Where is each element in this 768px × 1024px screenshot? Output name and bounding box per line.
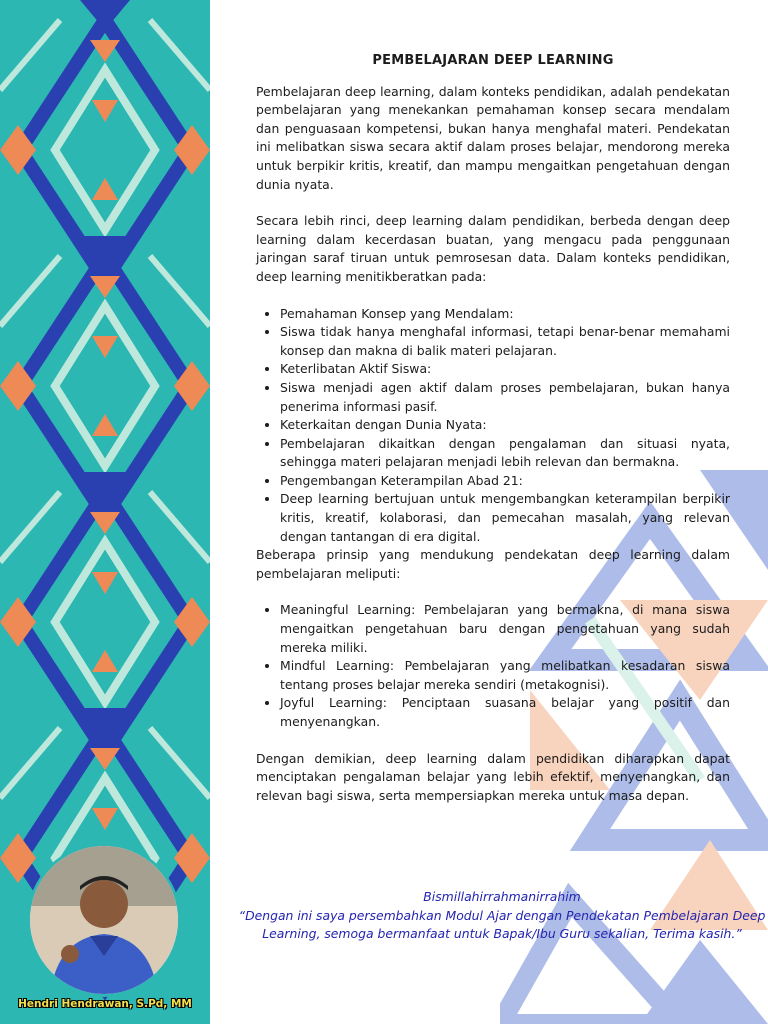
main-content xyxy=(256,52,730,823)
list-item: • Keterlibatan Aktif Siswa: xyxy=(280,360,730,379)
list-item: • Pemahaman Konsep yang Mendalam: xyxy=(280,305,730,324)
principles-intro: Beberapa prinsip yang mendukung pendekatan deep learning dalam pembelajaran meliputi: xyxy=(256,547,730,581)
list-item: • Meaningful Learning: Pembelajaran yang bermakna, di mana siswa mengaitkan pengetahuan baru dengan pengetahuan yang sudah mereka miliki. xyxy=(280,601,730,657)
list-item: • Mindful Learning: Pembelajaran yang melibatkan kesadaran siswa tentang proses belajar mereka sendiri (metakognisi). xyxy=(280,657,730,694)
conclusion-paragraph: Dengan demikian, deep learning dalam pendidikan diharapkan dapat menciptakan pengalaman belajar yang lebih efektif, menyenangkan, dan relevan bagi siswa, serta mempersiapkan mereka untuk masa depan. xyxy=(256,750,730,803)
list-item: • Keterkaitan dengan Dunia Nyata: xyxy=(280,416,730,435)
page-title: PEMBELAJARAN DEEP LEARNING xyxy=(372,53,614,68)
intro-paragraph-2: Secara lebih rinci, deep learning dalam pendidikan, berbeda dengan deep learning dalam kecerdasan buatan, yang mengacu pada penggunaan jaringan saraf tiruan untuk pemrosesan data. Dalam konteks pendidikan, deep learning menitikberatkan pada: xyxy=(256,213,730,284)
focus-list xyxy=(256,305,730,547)
list-item: • Joyful Learning: Penciptaan suasana belajar yang positif dan menyenangkan. xyxy=(280,694,730,731)
principles-list xyxy=(256,601,730,731)
list-item: • Deep learning bertujuan untuk mengembangkan keterampilan berpikir kritis, kreatif, kolaborasi, dan pemecahan masalah, yang relevan dengan tantangan di era digital. xyxy=(280,490,730,546)
closing-line-2: “Dengan ini saya persembahkan Modul Ajar dengan Pendekatan Pembelajaran Deep Learning, semoga bermanfaat untuk Bapak/Ibu Guru sekalian, Terima kasih.” xyxy=(238,907,766,942)
list-item: • Siswa tidak hanya menghafal informasi, tetapi benar-benar memahami konsep dan makna di balik materi pelajaran. xyxy=(280,323,730,360)
list-item: • Pembelajaran dikaitkan dengan pengalaman dan situasi nyata, sehingga materi pelajaran menjadi lebih relevan dan bermakna. xyxy=(280,435,730,472)
person-icon xyxy=(30,846,178,994)
list-item: • Pengembangan Keterampilan Abad 21: xyxy=(280,472,730,491)
list-item: • Siswa menjadi agen aktif dalam proses pembelajaran, bukan hanya penerima informasi pasif. xyxy=(280,379,730,416)
closing-line-1: Bismillahirrahmanirrahim xyxy=(423,889,581,904)
author-name: Hendri Hendrawan, S.Pd, MM xyxy=(18,998,192,1010)
closing-dedication xyxy=(236,888,768,944)
author-photo xyxy=(30,846,178,994)
intro-paragraph-1: Pembelajaran deep learning, dalam konteks pendidikan, adalah pendekatan pembelajaran yang menekankan pemahaman konsep secara mendalam dan penguasaan kompetensi, bukan hanya menghafal materi. Pendekatan ini melibatkan siswa secara aktif dalam proses belajar, mendorong mereka untuk berpikir kritis, kreatif, dan mampu mengaitkan pengetahuan dengan dunia nyata. xyxy=(256,83,730,192)
